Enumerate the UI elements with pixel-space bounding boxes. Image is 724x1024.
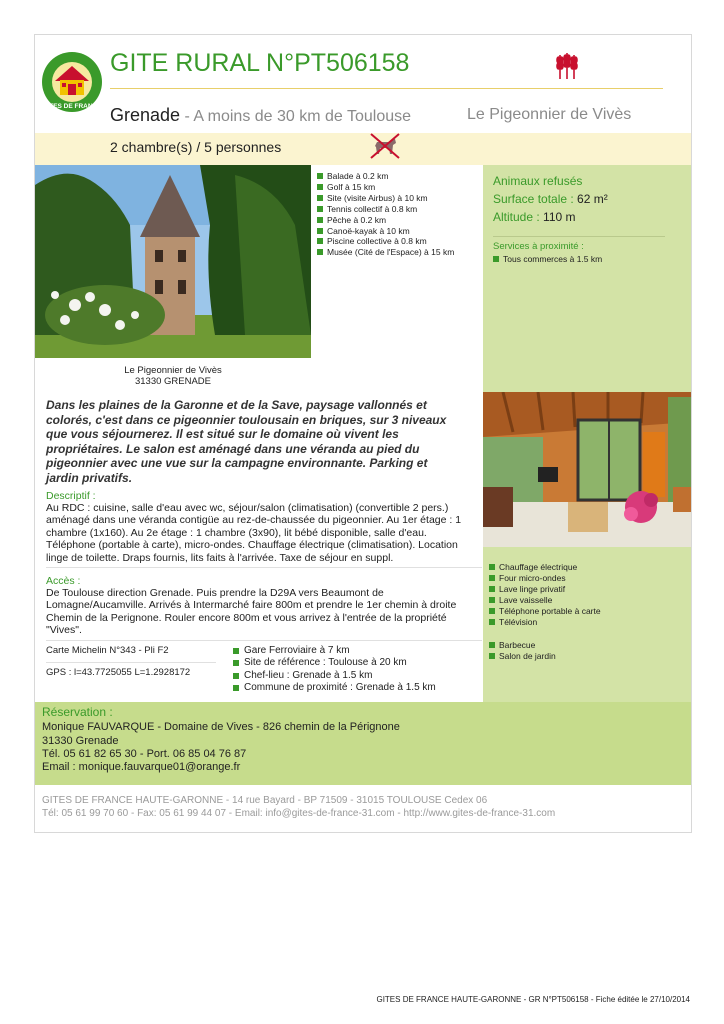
gite-name: Le Pigeonnier de Vivès xyxy=(467,106,632,123)
gites-de-france-logo xyxy=(41,51,103,113)
reservation-title: Réservation : xyxy=(42,705,113,719)
footer-address: GITES DE FRANCE HAUTE-GARONNE - 14 rue Bayard - BP 71509 - 31015 TOULOUSE Cedex 06 xyxy=(42,795,488,806)
altitude-label: Altitude : xyxy=(493,210,544,224)
list-item: Télévision xyxy=(489,617,684,628)
exterior-photo xyxy=(35,165,311,358)
acces-text: De Toulouse direction Grenade. Puis prendre la D29A vers Beaumont de Lomagne/Aucamville. Arrivés à Intermarché faire 800m et prendre le 1er chemin à droite Chemin de la Perignone. Rouler encore 800m et vous arrivez à l'entrée de la propriété "Vives". xyxy=(46,587,457,637)
surface-line xyxy=(493,192,608,206)
outdoor-list xyxy=(489,640,684,662)
info-divider xyxy=(493,236,665,237)
reservation-phone: Tél. 05 61 82 65 30 - Port. 06 85 04 76 87 xyxy=(42,748,247,760)
list-item: Téléphone portable à carte xyxy=(489,606,684,617)
gite-sheet xyxy=(34,34,692,833)
reservation-email[interactable]: Email : monique.fauvarque01@orange.fr xyxy=(42,761,241,773)
list-item: Balade à 0.2 km xyxy=(317,171,479,182)
map-divider xyxy=(46,662,216,663)
list-item: Commune de proximité : Grenade à 1.5 km xyxy=(233,682,478,694)
page-title: GITE RURAL N°PT506158 xyxy=(110,49,410,77)
services-list xyxy=(493,254,683,265)
description-intro: Dans les plaines de la Garonne et de la Save, paysage vallonnés et colorés, c'est dans ce pigeonnier toulousain en briques, sur 3 niveaux que vous séjournerez. Il est situé sur le domaine où vivent les propriétaires. Le salon est aménagé dans une véranda au pied du pigeonnier avec une vue sur la campagne environnante. Parking et jardin privatifs. xyxy=(46,398,447,485)
list-item: Canoë-kayak à 10 km xyxy=(317,226,479,237)
surface-label: Surface totale : xyxy=(493,192,578,206)
list-item: Tennis collectif à 0.8 km xyxy=(317,204,479,215)
list-item: Salon de jardin xyxy=(489,651,684,662)
list-item: Four micro-ondes xyxy=(489,573,684,584)
list-item: Golf à 15 km xyxy=(317,182,479,193)
list-item: Chef-lieu : Grenade à 1.5 km xyxy=(233,670,478,682)
subtitle-line xyxy=(110,105,411,126)
list-item: Barbecue xyxy=(489,640,684,651)
wheat-ears-icon xyxy=(555,51,579,81)
list-item: Piscine collective à 0.8 km xyxy=(317,236,479,247)
acces-title: Accès : xyxy=(46,575,81,587)
list-item: Chauffage électrique xyxy=(489,562,684,573)
michelin-map: Carte Michelin N°343 - Pli F2 xyxy=(46,645,169,656)
list-item: Pêche à 0.2 km xyxy=(317,215,479,226)
list-item: Site de référence : Toulouse à 20 km xyxy=(233,657,478,669)
list-item: Musée (Cité de l'Espace) à 15 km xyxy=(317,247,479,258)
list-item: Tous commerces à 1.5 km xyxy=(493,254,683,265)
svg-text:GITES DE FRANCE: GITES DE FRANCE xyxy=(42,103,102,110)
descriptif-divider xyxy=(46,567,482,568)
altitude-line xyxy=(493,210,576,224)
reservation-city: 31330 Grenade xyxy=(42,735,119,747)
footer-contacts[interactable]: Tél: 05 61 99 70 60 - Fax: 05 61 99 44 07 - Email: info@gites-de-france-31.com - http://www.gites-de-france-31.com xyxy=(42,808,556,819)
distance-text: - A moins de 30 km de Toulouse xyxy=(180,108,412,125)
photo-caption-line1: Le Pigeonnier de Vivès xyxy=(124,365,222,376)
gps-coordinates: GPS : l=43.7725055 L=1.2928172 xyxy=(46,667,191,678)
reservation-contact: Monique FAUVARQUE - Domaine de Vives - 826 chemin de la Pérignone xyxy=(42,721,400,733)
no-pets-icon xyxy=(368,132,402,160)
list-item: Gare Ferroviaire à 7 km xyxy=(233,645,478,657)
distances-list xyxy=(233,645,478,695)
surface-value: 62 m² xyxy=(577,192,608,206)
interior-photo xyxy=(483,392,691,547)
altitude-value: 110 m xyxy=(543,210,576,224)
descriptif-title: Descriptif : xyxy=(46,490,96,502)
rooms-capacity: 2 chambre(s) / 5 personnes xyxy=(110,139,282,155)
list-item: Site (visite Airbus) à 10 km xyxy=(317,193,479,204)
equipment-list xyxy=(489,562,684,627)
activities-list xyxy=(317,171,479,258)
services-title: Services à proximité : xyxy=(493,241,584,252)
descriptif-text: Au RDC : cuisine, salle d'eau avec wc, séjour/salon (climatisation) (convertible 2 pers.) aménagé dans une véranda contigüe au rez-de-chaussée du pigeonnier. Au 1er étage : 1 chambre (1x160). Au 2e étage : 1 chambre (3x90), lit bébé disponible, salle d'eau. Téléphone (portable à carte), micro-ondes. Chauffage électrique (climatisation). Location linge de toilette. Draps fournis, lits faits à l'arrivée. Taxe de séjour en suppl. xyxy=(46,502,462,564)
acces-divider xyxy=(46,640,482,641)
title-divider xyxy=(110,88,663,89)
photo-caption-line2: 31330 GRENADE xyxy=(134,376,212,387)
list-item: Lave vaisselle xyxy=(489,595,684,606)
list-item: Lave linge privatif xyxy=(489,584,684,595)
page-footer: GITES DE FRANCE HAUTE-GARONNE - GR N°PT506158 - Fiche éditée le 27/10/2014 xyxy=(376,995,690,1004)
animals-policy: Animaux refusés xyxy=(493,174,583,188)
town-name: Grenade xyxy=(110,105,181,125)
